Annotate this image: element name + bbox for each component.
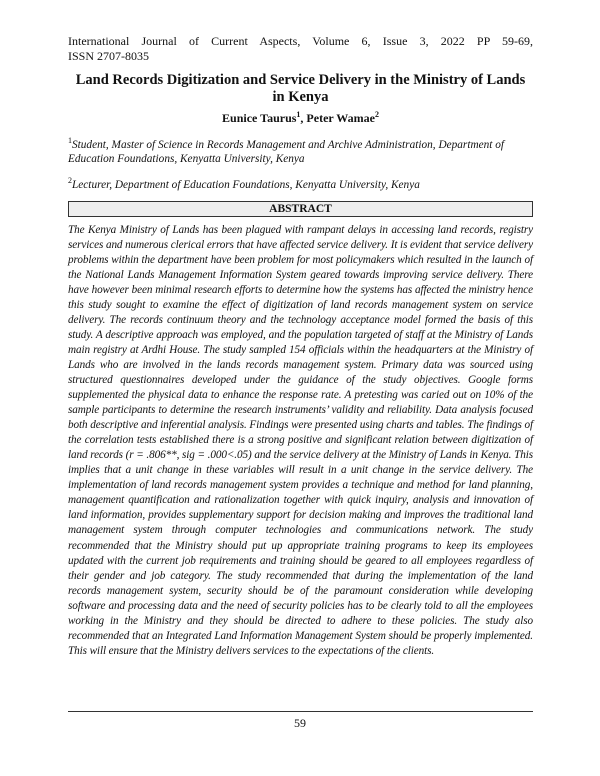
author-name: Peter Wamae	[306, 111, 375, 125]
abstract-body: The Kenya Ministry of Lands has been plagued with rampant delays in accessing land records, registry services and numerous clerical errors that have affected service delivery. It is evident that service delivery problems within the department have been problem for most policymakers which resulted in the launch of the National Lands Management Information System geared towards improving service delivery. There have however been minimal research efforts to determine how the systems has affected the ministry hence this study sought to examine the effect of digitization of land records management system on service delivery. The records continuum theory and the technology acceptance model formed the basis of this study. A descriptive approach was employed, and the population targeted of staff at the Ministry of Lands main registry at Ardhi House. The study sampled 154 officials within the headquarters at the Ministry of Lands who are involved in the lands records management system. Primary data was sourced using structured questionnaires developed under the guidance of the study objectives. Google forms supplemented the physical data to enhance the response rate. A pretesting was caried out on 10% of the sample participants to determine the research instruments’ validity and reliability. Data analysis focused both descriptive and inferential analysis. Findings were presented using charts and tables. The findings of the correlation tests established there is a strong positive and significant relation between digitization of land records (r = .806**, sig = .000<.05) and the service delivery at the Ministry of Lands in Kenya. This implies that a unit change in these variables will result in a unit change in the service delivery. The implementation of land records management system provides a technique and method for land planning, management quantification and rationalization together with quick inquiry, analysis and innovation of land information, provides supplementary support for decision making and improves the traditional land management system through computer technologies and communications network. The study recommended that the Ministry should put up appropriate training programs to keep its employees updated with the current job requirements and training should be geared to all employees regardless of their gender and job category. The study recommended that during the implementation of the land records management system, security should be of the paramount consideration while developing software and processing data and the need of security policies has to be clearly told to all the employees working in the Ministry and they should be directed to adhere to these policies. The study also recommended that an Integrated Land Information Management System should be properly implemented. This will ensure that the Ministry delivers services to the expectations of the clients.	[68, 223, 533, 657]
author-name: Eunice Taurus	[222, 111, 297, 125]
footer-rule	[68, 711, 533, 712]
affiliation-1	[68, 134, 533, 166]
paper-page	[68, 34, 533, 659]
affiliation-text: Lecturer, Department of Education Foundations, Kenyatta University, Kenya	[72, 178, 420, 191]
affiliation-sup: 1	[68, 136, 72, 145]
author-sup: 1	[296, 110, 301, 119]
author-sup: 2	[374, 110, 379, 119]
abstract-heading: ABSTRACT	[68, 201, 533, 217]
affiliation-sup: 2	[68, 175, 72, 185]
page-number: 59	[294, 716, 306, 730]
affiliation-text: Student, Master of Science in Records Management and Archive Administration, Department of Education Foundations, Kenyatta University, Kenya	[68, 138, 505, 165]
affiliation-2	[68, 174, 533, 192]
journal-header-line2: ISSN 2707-8035	[68, 49, 150, 63]
paper-title: Land Records Digitization and Service Delivery in the Ministry of Lands in Kenya	[75, 72, 526, 105]
journal-header-line1: International Journal of Current Aspects, Volume 6, Issue 3, 2022 PP 59-69,	[68, 34, 533, 48]
author-list: Eunice Taurus$^1$, Peter Wamae$^2$	[222, 110, 379, 125]
